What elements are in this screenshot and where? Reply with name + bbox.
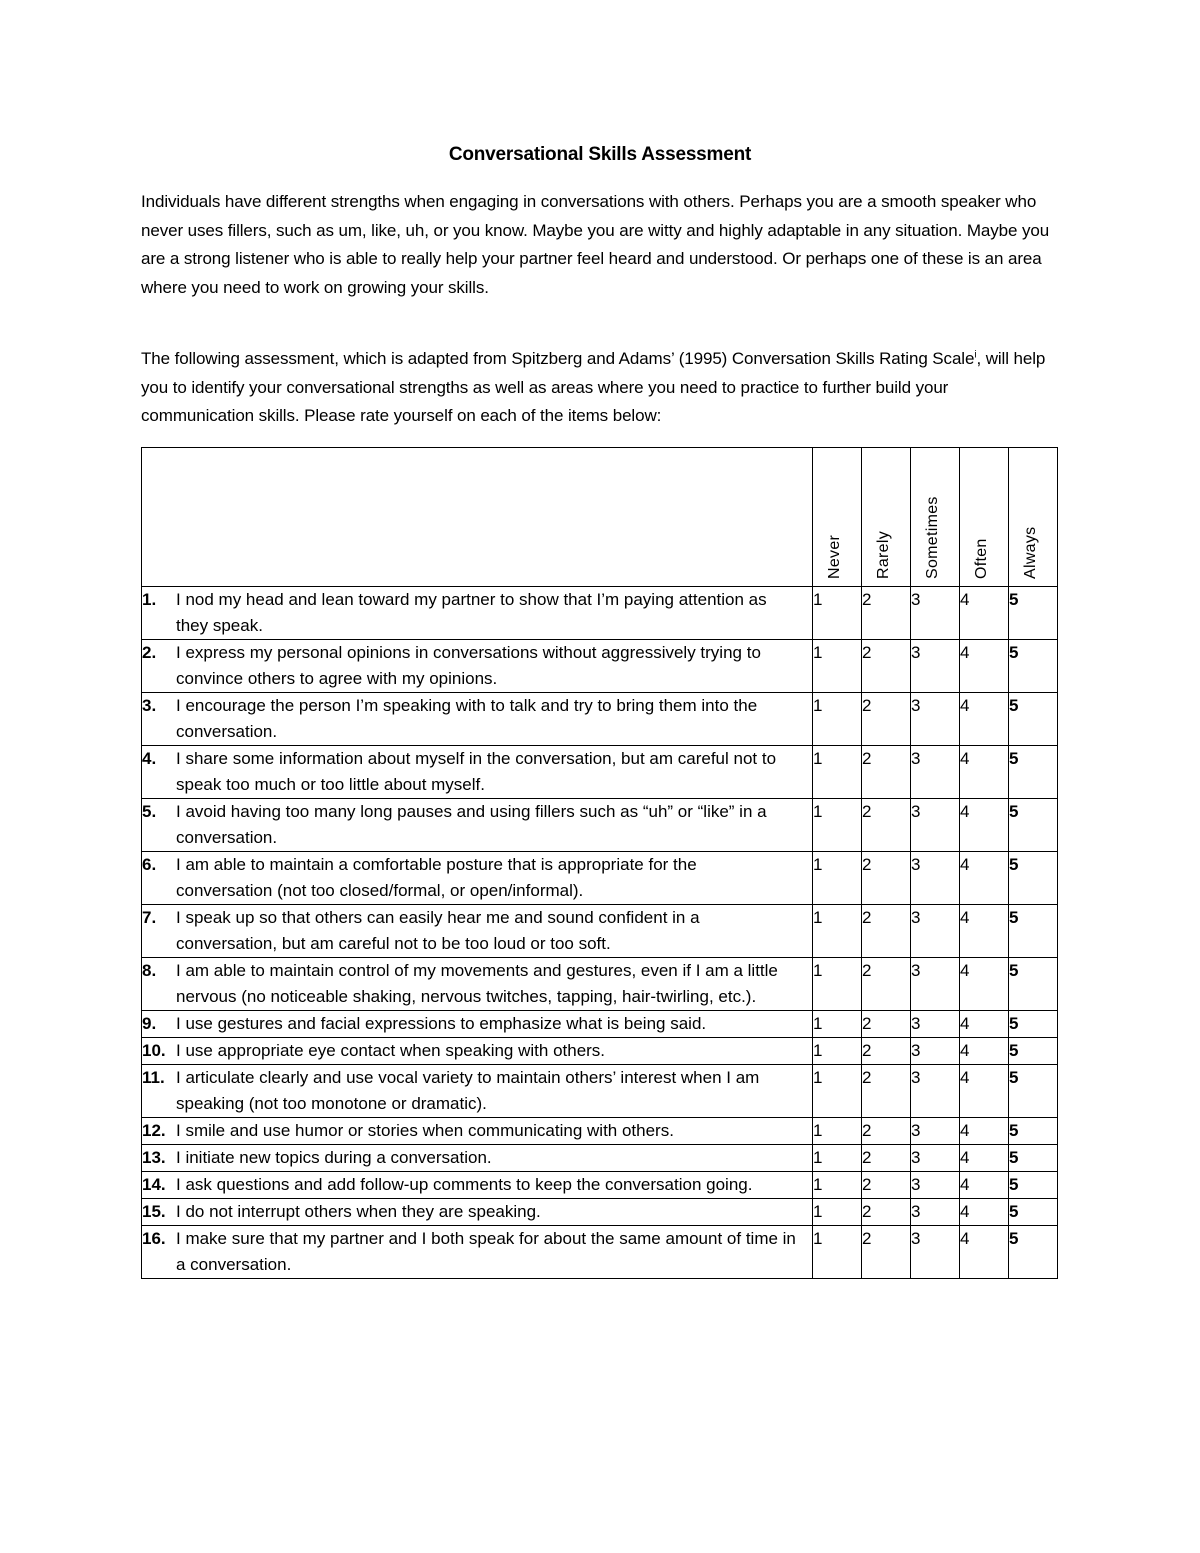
rating-option[interactable]: 3	[911, 640, 960, 693]
table-row	[142, 1011, 1058, 1038]
item-text: I am able to maintain a comfortable posture that is appropriate for the conversation (not too closed/formal, or open/informal).	[176, 855, 697, 900]
rating-option[interactable]: 2	[862, 640, 911, 693]
rating-option[interactable]: 5	[1009, 1118, 1058, 1145]
item-cell	[142, 958, 813, 1011]
rating-option[interactable]: 5	[1009, 640, 1058, 693]
rating-option[interactable]: 2	[862, 1199, 911, 1226]
rating-option[interactable]: 2	[862, 746, 911, 799]
rating-option[interactable]: 5	[1009, 1038, 1058, 1065]
header-blank-cell	[142, 448, 813, 587]
rating-option[interactable]: 4	[960, 905, 1009, 958]
rating-option[interactable]: 5	[1009, 799, 1058, 852]
rating-option[interactable]: 2	[862, 1038, 911, 1065]
table-row	[142, 1226, 1058, 1279]
rating-option[interactable]: 1	[813, 693, 862, 746]
item-cell	[142, 1199, 813, 1226]
item-cell	[142, 1172, 813, 1199]
header-sometimes	[911, 448, 960, 587]
item-number: 13.	[142, 1148, 166, 1167]
rating-option[interactable]: 3	[911, 587, 960, 640]
item-cell	[142, 852, 813, 905]
page-title: Conversational Skills Assessment	[448, 144, 752, 165]
item-cell	[142, 1038, 813, 1065]
rating-option[interactable]: 1	[813, 1199, 862, 1226]
item-text: I make sure that my partner and I both speak for about the same amount of time in a conversation.	[176, 1229, 796, 1274]
item-number: 1.	[142, 590, 157, 609]
item-text: I share some information about myself in the conversation, but am careful not to speak too much or too little about myself.	[176, 749, 777, 794]
table-row	[142, 1199, 1058, 1226]
assessment-table	[141, 447, 1058, 1279]
rating-option[interactable]: 5	[1009, 587, 1058, 640]
item-number: 9.	[142, 1014, 157, 1033]
item-cell	[142, 799, 813, 852]
rating-option[interactable]: 4	[960, 587, 1009, 640]
rating-option[interactable]: 5	[1009, 852, 1058, 905]
rating-option[interactable]: 3	[911, 958, 960, 1011]
rating-option[interactable]: 5	[1009, 693, 1058, 746]
rating-option[interactable]: 3	[911, 852, 960, 905]
item-text: I articulate clearly and use vocal variety to maintain others’ interest when I am speaking (not too monotone or dramatic).	[176, 1068, 760, 1113]
item-text: I use gestures and facial expressions to emphasize what is being said.	[176, 1014, 707, 1033]
table-row	[142, 799, 1058, 852]
scale-label: Sometimes	[924, 496, 941, 579]
table-row	[142, 640, 1058, 693]
rating-option[interactable]: 1	[813, 1145, 862, 1172]
rating-option[interactable]: 4	[960, 1199, 1009, 1226]
rating-option[interactable]: 4	[960, 1172, 1009, 1199]
item-text: I avoid having too many long pauses and using fillers such as “uh” or “like” in a conversation.	[176, 802, 767, 847]
rating-option[interactable]: 4	[960, 640, 1009, 693]
item-text: I encourage the person I’m speaking with to talk and try to bring them into the conversation.	[176, 696, 758, 741]
rating-option[interactable]: 1	[813, 958, 862, 1011]
scale-label: Never	[826, 534, 843, 579]
scale-label: Always	[1022, 526, 1039, 579]
rating-option[interactable]: 5	[1009, 1011, 1058, 1038]
rating-option[interactable]: 4	[960, 746, 1009, 799]
item-number: 4.	[142, 749, 157, 768]
item-number: 14.	[142, 1175, 166, 1194]
table-row	[142, 905, 1058, 958]
item-text: I initiate new topics during a conversation.	[176, 1148, 492, 1167]
instructions-paragraph	[141, 345, 1063, 431]
item-cell	[142, 746, 813, 799]
item-text: I speak up so that others can easily hear me and sound confident in a conversation, but am careful not to be too loud or too soft.	[176, 908, 700, 953]
instructions-text-continued: , will help you to identify your conversational strengths as well as areas where you need to practice to further build your communication skills. Please rate yourself on each of the items below:	[141, 349, 1046, 426]
rating-option[interactable]: 3	[911, 1118, 960, 1145]
rating-option[interactable]: 2	[862, 905, 911, 958]
item-number: 15.	[142, 1202, 166, 1221]
rating-option[interactable]: 3	[911, 1172, 960, 1199]
item-text: I nod my head and lean toward my partner to show that I’m paying attention as they speak.	[176, 590, 767, 635]
item-cell	[142, 905, 813, 958]
rating-option[interactable]: 2	[862, 1011, 911, 1038]
rating-option[interactable]: 4	[960, 799, 1009, 852]
rating-option[interactable]: 1	[813, 905, 862, 958]
rating-option[interactable]: 2	[862, 1226, 911, 1279]
item-text: I ask questions and add follow-up comments to keep the conversation going.	[176, 1175, 753, 1194]
item-number: 12.	[142, 1121, 166, 1140]
table-row	[142, 1065, 1058, 1118]
rating-option[interactable]: 4	[960, 1011, 1009, 1038]
scale-label: Rarely	[875, 530, 892, 579]
rating-option[interactable]: 4	[960, 1145, 1009, 1172]
intro-paragraph: Individuals have different strengths when engaging in conversations with others. Perhaps you are a smooth speaker who never uses fillers, such as um, like, uh, or you know. Maybe you are witty and highly adaptable in any situation. Maybe you are a strong listener who is able to really help your partner feel heard and understood. Or perhaps one of these is an area where you need to work on growing your skills.	[141, 192, 1050, 297]
rating-option[interactable]: 5	[1009, 1199, 1058, 1226]
rating-option[interactable]: 1	[813, 1172, 862, 1199]
item-number: 3.	[142, 696, 157, 715]
table-row	[142, 852, 1058, 905]
rating-option[interactable]: 3	[911, 1038, 960, 1065]
table-row	[142, 958, 1058, 1011]
rating-option[interactable]: 2	[862, 1145, 911, 1172]
rating-option[interactable]: 4	[960, 1118, 1009, 1145]
rating-option[interactable]: 1	[813, 1011, 862, 1038]
table-row	[142, 746, 1058, 799]
item-text: I express my personal opinions in conversations without aggressively trying to convince others to agree with my opinions.	[176, 643, 761, 688]
rating-option[interactable]: 4	[960, 1038, 1009, 1065]
rating-option[interactable]: 5	[1009, 1065, 1058, 1118]
header-often	[960, 448, 1009, 587]
rating-option[interactable]: 2	[862, 1172, 911, 1199]
table-row	[142, 1172, 1058, 1199]
item-number: 7.	[142, 908, 157, 927]
rating-option[interactable]: 2	[862, 693, 911, 746]
rating-option[interactable]: 4	[960, 1226, 1009, 1279]
rating-option[interactable]: 4	[960, 693, 1009, 746]
rating-option[interactable]: 3	[911, 693, 960, 746]
table-row	[142, 693, 1058, 746]
rating-option[interactable]: 4	[960, 852, 1009, 905]
instructions-text: The following assessment, which is adapted from Spitzberg and Adams’ (1995) Conversation Skills Rating Scale	[141, 349, 975, 368]
table-header-row	[142, 448, 1058, 587]
table-row	[142, 1038, 1058, 1065]
item-cell	[142, 640, 813, 693]
rating-option[interactable]: 1	[813, 852, 862, 905]
rating-option[interactable]: 1	[813, 746, 862, 799]
rating-option[interactable]: 3	[911, 1145, 960, 1172]
rating-option[interactable]: 5	[1009, 1172, 1058, 1199]
item-cell	[142, 1118, 813, 1145]
rating-option[interactable]: 1	[813, 1226, 862, 1279]
scale-label: Often	[973, 538, 990, 579]
endnote-marker: i	[974, 349, 977, 361]
item-number: 11.	[142, 1068, 165, 1087]
rating-option[interactable]: 2	[862, 1065, 911, 1118]
header-always	[1009, 448, 1058, 587]
table-row	[142, 1145, 1058, 1172]
rating-option[interactable]: 2	[862, 1118, 911, 1145]
rating-option[interactable]: 2	[862, 852, 911, 905]
rating-option[interactable]: 3	[911, 746, 960, 799]
rating-option[interactable]: 1	[813, 587, 862, 640]
table-row	[142, 587, 1058, 640]
rating-option[interactable]: 3	[911, 799, 960, 852]
item-cell	[142, 1145, 813, 1172]
item-number: 6.	[142, 855, 157, 874]
rating-option[interactable]: 5	[1009, 746, 1058, 799]
header-never	[813, 448, 862, 587]
rating-option[interactable]: 2	[862, 799, 911, 852]
item-cell	[142, 693, 813, 746]
item-cell	[142, 587, 813, 640]
assessment-items	[142, 587, 1058, 1279]
rating-option[interactable]: 1	[813, 1118, 862, 1145]
item-number: 2.	[142, 643, 157, 662]
item-text: I smile and use humor or stories when communicating with others.	[176, 1121, 674, 1140]
item-number: 8.	[142, 961, 157, 980]
rating-option[interactable]: 1	[813, 640, 862, 693]
table-row	[142, 1118, 1058, 1145]
header-rarely	[862, 448, 911, 587]
rating-option[interactable]: 3	[911, 1065, 960, 1118]
item-text: I do not interrupt others when they are speaking.	[176, 1202, 541, 1221]
rating-option[interactable]: 3	[911, 1011, 960, 1038]
rating-option[interactable]: 3	[911, 905, 960, 958]
item-cell	[142, 1226, 813, 1279]
rating-option[interactable]: 1	[813, 1038, 862, 1065]
rating-option[interactable]: 2	[862, 958, 911, 1011]
rating-option[interactable]: 5	[1009, 1226, 1058, 1279]
rating-option[interactable]: 1	[813, 1065, 862, 1118]
item-text: I am able to maintain control of my movements and gestures, even if I am a little nervous (no noticeable shaking, nervous twitches, tapping, hair-twirling, etc.).	[176, 961, 778, 1006]
rating-option[interactable]: 3	[911, 1199, 960, 1226]
item-number: 16.	[142, 1229, 166, 1248]
rating-option[interactable]: 2	[862, 587, 911, 640]
rating-option[interactable]: 5	[1009, 958, 1058, 1011]
item-number: 10.	[142, 1041, 166, 1060]
item-cell	[142, 1065, 813, 1118]
rating-option[interactable]: 5	[1009, 1145, 1058, 1172]
rating-option[interactable]: 4	[960, 1065, 1009, 1118]
item-cell	[142, 1011, 813, 1038]
rating-option[interactable]: 5	[1009, 905, 1058, 958]
item-text: I use appropriate eye contact when speaking with others.	[176, 1041, 606, 1060]
rating-option[interactable]: 3	[911, 1226, 960, 1279]
item-number: 5.	[142, 802, 157, 821]
rating-option[interactable]: 1	[813, 799, 862, 852]
rating-option[interactable]: 4	[960, 958, 1009, 1011]
